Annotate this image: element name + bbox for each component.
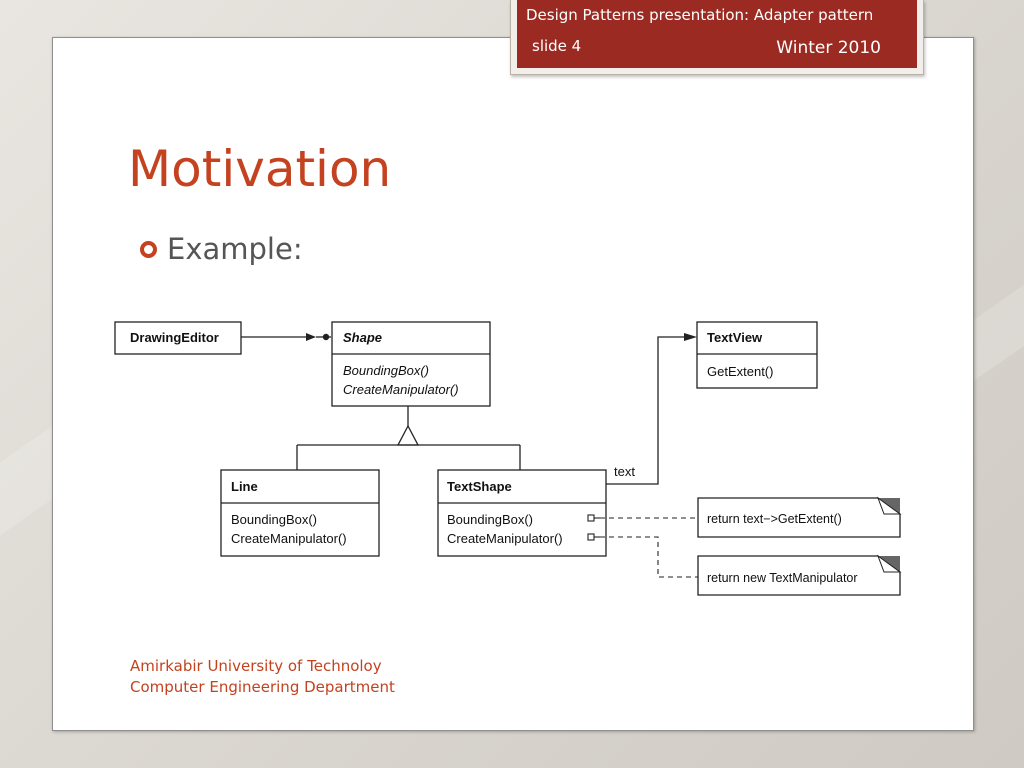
footer-university: Amirkabir University of Technoloy	[130, 657, 382, 675]
class-textview	[697, 322, 817, 388]
footer-department: Computer Engineering Department	[130, 678, 395, 696]
method-label: BoundingBox()	[231, 512, 317, 527]
method-label: GetExtent()	[707, 364, 774, 379]
class-textshape	[438, 470, 606, 556]
association-label: text	[614, 464, 635, 479]
note-text: return new TextManipulator	[707, 571, 858, 585]
note-textmanipulator	[698, 556, 900, 595]
note-text: return text−>GetExtent()	[707, 512, 842, 526]
note-getextent	[698, 498, 900, 537]
class-name: Shape	[343, 330, 383, 345]
association-drawingeditor-shape	[241, 333, 331, 341]
class-line	[221, 470, 379, 556]
class-name: TextView	[707, 330, 763, 345]
bullet-text: Example:	[167, 232, 303, 266]
presentation-title: Design Patterns presentation: Adapter pattern	[526, 6, 874, 24]
association-textshape-textview	[606, 333, 697, 484]
class-shape	[332, 322, 490, 406]
class-drawingeditor	[115, 322, 241, 354]
inheritance-tree	[297, 406, 520, 470]
method-label: BoundingBox()	[343, 363, 429, 378]
class-name: DrawingEditor	[130, 330, 219, 345]
method-label: CreateManipulator()	[343, 382, 459, 397]
slide-title: Motivation	[128, 140, 392, 198]
class-name: TextShape	[447, 479, 512, 494]
method-label: CreateManipulator()	[447, 531, 563, 546]
slide-number: slide 4	[532, 37, 582, 55]
method-label: CreateManipulator()	[231, 531, 347, 546]
class-name: Line	[231, 479, 258, 494]
term-label: Winter 2010	[776, 38, 881, 58]
method-label: BoundingBox()	[447, 512, 533, 527]
